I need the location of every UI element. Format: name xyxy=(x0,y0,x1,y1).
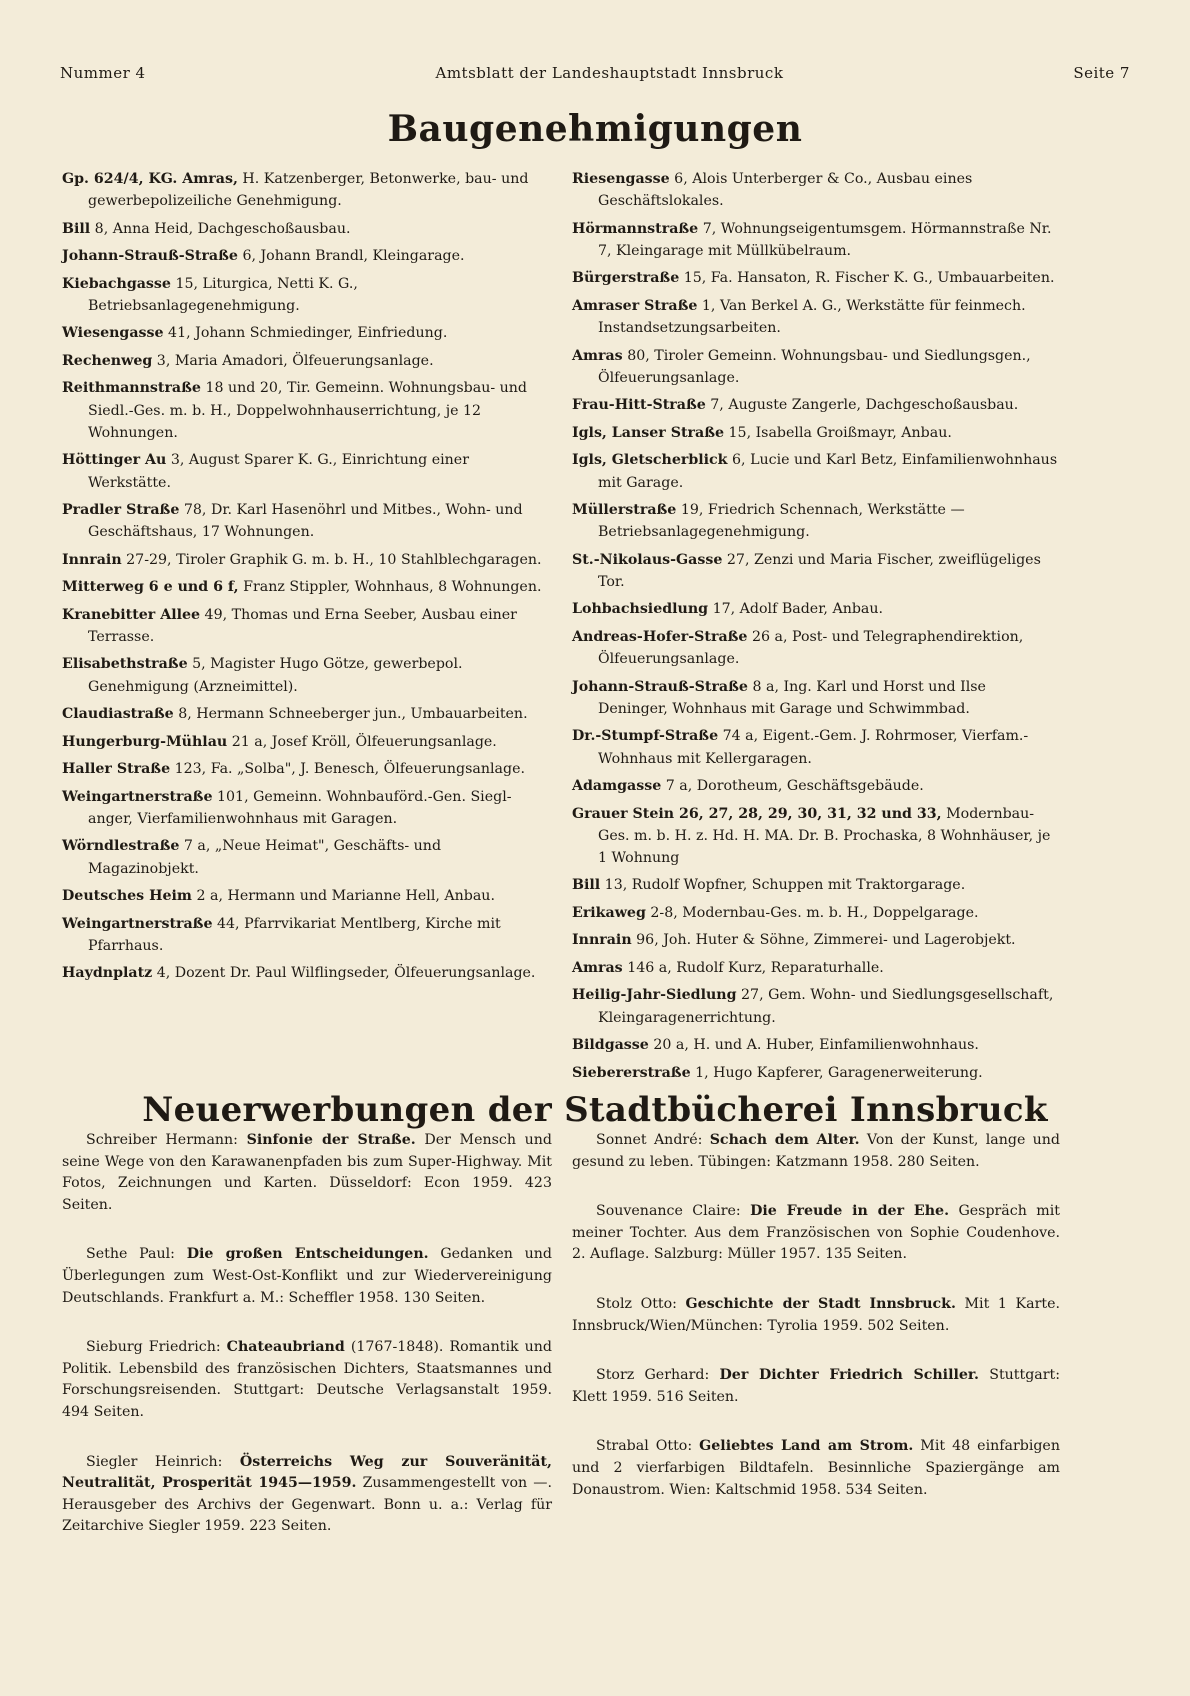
permit-details: 2 a, Hermann und Marianne Hell, Anbau. xyxy=(191,888,495,905)
section-title-library-acquisitions: Neuerwerbungen der Stadtbücherei Innsbruck xyxy=(142,1090,1048,1130)
book-title: Schach dem Alter. xyxy=(709,1132,860,1148)
permit-entry xyxy=(62,758,552,780)
permit-address: Erikaweg xyxy=(572,904,646,921)
book-author: Sethe Paul: xyxy=(86,1246,187,1263)
permit-details: 8, Hermann Schneeberger jun., Umbauarbeiten. xyxy=(173,706,528,723)
permit-entry xyxy=(62,653,552,697)
permit-details: 7 a, Dorotheum, Geschäftsgebäude. xyxy=(661,778,924,795)
permit-details: 123, Fa. „Solba", J. Benesch, Ölfeuerungsanlage. xyxy=(170,761,525,778)
permit-details: 8, Anna Heid, Dachgeschoßausbau. xyxy=(90,220,351,237)
permit-entry xyxy=(62,245,552,267)
permit-entry xyxy=(572,725,1060,769)
book-title: Sinfonie der Straße. xyxy=(246,1132,416,1148)
permit-entry xyxy=(62,322,552,344)
permit-address: Hungerburg-Mühlau xyxy=(62,733,228,750)
book-entry xyxy=(62,1244,552,1309)
permit-address: Innrain xyxy=(62,551,122,568)
permit-details: 15, Liturgica, Netti K. G., Betriebsanlagegenehmigung. xyxy=(88,275,358,314)
permit-details: 3, August Sparer K. G., Einrichtung einer Werkstätte. xyxy=(88,452,469,491)
page-number: Seite 7 xyxy=(1073,64,1130,82)
permit-address: Weingartnerstraße xyxy=(62,915,213,932)
permit-details: Franz Stippler, Wohnhaus, 8 Wohnungen. xyxy=(238,579,542,596)
permit-entry xyxy=(62,449,552,493)
permit-address: Adamgasse xyxy=(572,778,662,795)
permit-details: 27-29, Tiroler Graphik G. m. b. H., 10 Stahlblechgaragen. xyxy=(121,551,542,568)
permit-entry xyxy=(572,218,1060,262)
permit-address: Johann-Strauß-Straße xyxy=(62,248,238,265)
book-author: Sonnet André: xyxy=(596,1132,710,1148)
book-description: Gedanken und Überlegungen zum West-Ost-Konflikt und zur Wiedervereinigung Deutschlands. Frankfurt a. M.: Scheffler 1958. 130 Seiten. xyxy=(62,1246,552,1306)
book-entry xyxy=(572,1201,1060,1266)
book-author: Souvenance Claire: xyxy=(596,1203,751,1220)
permit-entry xyxy=(572,345,1060,389)
permit-details: 27, Zenzi und Maria Fischer, zweiflügeliges Tor. xyxy=(598,551,1041,590)
book-entry xyxy=(62,1452,552,1538)
permit-details: 3, Maria Amadori, Ölfeuerungsanlage. xyxy=(152,352,434,369)
permit-entry xyxy=(62,377,552,444)
book-author: Sieburg Friedrich: xyxy=(86,1339,227,1356)
book-entry xyxy=(62,1130,552,1216)
permit-details: Modernbau-Ges. m. b. H. z. Hd. H. MA. Dr. B. Prochaska, 8 Wohnhäuser, je 1 Wohnung xyxy=(598,805,1051,866)
permit-entry xyxy=(62,218,552,240)
permit-entry xyxy=(572,295,1060,339)
book-title: Die großen Entscheidungen. xyxy=(186,1246,429,1263)
permit-address: Kiebachgasse xyxy=(62,275,171,292)
permit-address: Amras xyxy=(572,347,623,364)
book-title: Der Dichter Friedrich Schiller. xyxy=(719,1367,979,1384)
permit-address: Deutsches Heim xyxy=(62,888,192,905)
permit-entry xyxy=(572,499,1060,543)
permit-address: Reithmannstraße xyxy=(62,380,201,397)
permit-details: 7, Wohnungseigentumsgem. Hörmannstraße Nr. 7, Kleingarage mit Müllkübelraum. xyxy=(598,220,1052,259)
book-description: Gespräch mit meiner Tochter. Aus dem Französischen von Sophie Coudenhove. 2. Auflage. Salzburg: Müller 1957. 135 Seiten. xyxy=(572,1203,1060,1263)
permit-entry xyxy=(62,786,552,830)
permit-address: Johann-Strauß-Straße xyxy=(572,678,748,695)
permit-entry xyxy=(572,902,1060,924)
permit-address: Lohbachsiedlung xyxy=(572,601,709,618)
permit-details: 44, Pfarrvikariat Mentlberg, Kirche mit Pfarrhaus. xyxy=(88,915,501,954)
permit-details: 8 a, Ing. Karl und Horst und Ilse Deninger, Wohnhaus mit Garage und Schwimmbad. xyxy=(598,678,986,717)
permit-details: 27, Gem. Wohn- und Siedlungsgesellschaft, Kleingaragenerrichtung. xyxy=(598,987,1054,1026)
permit-address: Bill xyxy=(572,877,601,894)
permit-address: Igls, Gletscherblick xyxy=(572,452,728,469)
permit-address: Grauer Stein 26, 27, 28, 29, 30, 31, 32 und 33, xyxy=(572,805,942,822)
permit-address: Haller Straße xyxy=(62,761,171,778)
book-description: Mit 1 Karte. Innsbruck/Wien/München: Tyrolia 1959. 502 Seiten. xyxy=(572,1295,1060,1334)
permit-entry xyxy=(62,168,552,212)
permit-entry xyxy=(572,929,1060,951)
book-author: Stolz Otto: xyxy=(596,1295,686,1312)
permit-details: 7, Auguste Zangerle, Dachgeschoßausbau. xyxy=(705,397,1019,414)
book-author: Storz Gerhard: xyxy=(596,1367,720,1384)
permit-entry xyxy=(62,885,552,907)
book-title: Geliebtes Land am Strom. xyxy=(699,1438,914,1455)
permit-entry xyxy=(572,449,1060,493)
permit-address: Wiesengasse xyxy=(62,325,164,342)
books-column-left xyxy=(62,1130,552,1566)
permit-details: 80, Tiroler Gemeinn. Wohnungsbau- und Siedlungsgen., Ölfeuerungsanlage. xyxy=(598,347,1031,386)
permit-entry xyxy=(572,626,1060,670)
book-description: (1767-1848). Romantik und Politik. Lebensbild des französischen Dichters, Staatsmannes und Forschungsreisenden. Stuttgart: Deutsche Verlagsanstalt 1959. 494 Seiten. xyxy=(62,1339,552,1420)
books-column-right xyxy=(572,1130,1060,1529)
permit-details: 21 a, Josef Kröll, Ölfeuerungsanlage. xyxy=(227,733,497,750)
permit-entry xyxy=(62,576,552,598)
book-entry xyxy=(572,1294,1060,1337)
permit-address: Mitterweg 6 e und 6 f, xyxy=(62,579,239,596)
permit-details: 74 a, Eigent.-Gem. J. Rohrmoser, Vierfam.-Wohnhaus mit Kellergaragen. xyxy=(598,728,1029,767)
permit-address: Dr.-Stumpf-Straße xyxy=(572,728,719,745)
permit-details: 18 und 20, Tir. Gemeinn. Wohnungsbau- und Siedl.-Ges. m. b. H., Doppelwohnhauserrichtung, je 12 Wohnungen. xyxy=(88,380,528,441)
permit-entry xyxy=(62,350,552,372)
permit-details: 15, Fa. Hansaton, R. Fischer K. G., Umbauarbeiten. xyxy=(679,270,1055,287)
book-title: Die Freude in der Ehe. xyxy=(750,1203,950,1220)
book-description: Zusammengestellt von —. Herausgeber des Archivs der Gegenwart. Bonn u. a.: Verlag für Zeitarchive Siegler 1959. 223 Seiten. xyxy=(62,1475,552,1535)
permit-details: 5, Magister Hugo Götze, gewerbepol. Genehmigung (Arzneimittel). xyxy=(88,656,463,695)
section-title-building-permits: Baugenehmigungen xyxy=(387,108,803,150)
permit-details: 6, Lucie und Karl Betz, Einfamilienwohnhaus mit Garage. xyxy=(598,452,1058,491)
permit-address: Riesengasse xyxy=(572,171,670,187)
permit-address: Claudiastraße xyxy=(62,706,174,723)
permit-entry xyxy=(572,598,1060,620)
book-description: Mit 48 einfarbigen und 2 vierfarbigen Bildtafeln. Besinnliche Spaziergänge am Donaustrom. Wien: Kaltschmid 1958. 534 Seiten. xyxy=(572,1438,1060,1498)
permits-column-right xyxy=(572,168,1060,1089)
permit-address: Hörmannstraße xyxy=(572,220,699,237)
permit-details: 6, Johann Brandl, Kleingarage. xyxy=(237,248,465,265)
permit-entry xyxy=(572,394,1060,416)
permit-entry xyxy=(572,775,1060,797)
book-entry xyxy=(572,1130,1060,1173)
book-entry xyxy=(62,1337,552,1423)
permit-address: Bildgasse xyxy=(572,1037,649,1054)
book-description: Von der Kunst, lange und gesund zu leben. Tübingen: Katzmann 1958. 280 Seiten. xyxy=(572,1132,1061,1170)
permit-address: Frau-Hitt-Straße xyxy=(572,397,706,414)
book-author: Schreiber Hermann: xyxy=(86,1132,247,1148)
permit-details: 19, Friedrich Schennach, Werkstätte — Betriebsanlagegenehmigung. xyxy=(598,502,965,541)
book-author: Strabal Otto: xyxy=(596,1438,700,1455)
book-description: Stuttgart: Klett 1959. 516 Seiten. xyxy=(572,1367,1060,1405)
book-title: Österreichs Weg zur Souveränität, Neutralität, Prosperität 1945—1959. xyxy=(62,1453,552,1492)
permit-address: Innrain xyxy=(572,932,632,949)
permit-address: Andreas-Hofer-Straße xyxy=(572,628,748,645)
permit-entry xyxy=(572,422,1060,444)
permit-address: Igls, Lanser Straße xyxy=(572,424,724,441)
permit-address: Heilig-Jahr-Siedlung xyxy=(572,987,737,1004)
permit-entry xyxy=(572,957,1060,979)
permit-address: Kranebitter Allee xyxy=(62,606,201,623)
permit-details: 15, Isabella Groißmayr, Anbau. xyxy=(724,424,952,441)
permit-details: 20 a, H. und A. Huber, Einfamilienwohnhaus. xyxy=(648,1037,979,1054)
permit-address: Siebererstraße xyxy=(572,1064,691,1081)
permit-details: 41, Johann Schmiedinger, Einfriedung. xyxy=(163,325,448,342)
permit-address: Haydnplatz xyxy=(62,965,153,982)
permit-address: Amras xyxy=(572,959,623,976)
permit-details: 13, Rudolf Wopfner, Schuppen mit Traktorgarage. xyxy=(600,877,966,894)
permit-address: Rechenweg xyxy=(62,352,153,369)
permit-address: Gp. 624/4, KG. Amras, xyxy=(62,171,238,187)
permit-entry xyxy=(572,803,1060,870)
permit-details: 2-8, Modernbau-Ges. m. b. H., Doppelgarage. xyxy=(645,904,979,921)
permit-details: 7 a, „Neue Heimat", Geschäfts- und Magazinobjekt. xyxy=(88,838,442,877)
permits-column-left xyxy=(62,168,552,990)
book-entry xyxy=(572,1365,1060,1408)
permit-address: Elisabethstraße xyxy=(62,656,188,673)
issue-number: Nummer 4 xyxy=(60,64,146,82)
permit-address: Wörndlestraße xyxy=(62,838,180,855)
permit-entry xyxy=(572,676,1060,720)
permit-address: Müllerstraße xyxy=(572,502,677,519)
permit-details: H. Katzenberger, Betonwerke, bau- und gewerbepolizeiliche Genehmigung. xyxy=(88,171,529,210)
permit-details: 146 a, Rudolf Kurz, Reparaturhalle. xyxy=(622,959,884,976)
permit-entry xyxy=(62,731,552,753)
permit-address: Weingartnerstraße xyxy=(62,788,213,805)
permit-entry xyxy=(572,1062,1060,1084)
permit-details: 101, Gemeinn. Wohnbauförd.-Gen. Siegl-anger, Vierfamilienwohnhaus mit Garagen. xyxy=(88,788,512,827)
permit-entry xyxy=(572,168,1060,212)
permit-address: Bill xyxy=(62,220,91,237)
permit-address: St.-Nikolaus-Gasse xyxy=(572,551,723,568)
permit-details: 1, Van Berkel A. G., Werkstätte für feinmech. Instandsetzungsarbeiten. xyxy=(598,297,1026,337)
book-author: Siegler Heinrich: xyxy=(86,1453,240,1470)
permit-entry xyxy=(572,984,1060,1028)
permit-address: Amraser Straße xyxy=(572,297,698,314)
permit-details: 4, Dozent Dr. Paul Wilflingseder, Ölfeuerungsanlage. xyxy=(152,965,536,982)
permit-details: 96, Joh. Huter & Söhne, Zimmerei- und Lagerobjekt. xyxy=(631,932,1016,949)
permit-entry xyxy=(62,703,552,725)
book-title: Geschichte der Stadt Innsbruck. xyxy=(685,1295,956,1312)
book-entry xyxy=(572,1436,1060,1501)
permit-entry xyxy=(572,549,1060,593)
publication-title: Amtsblatt der Landeshauptstadt Innsbruck xyxy=(435,64,784,82)
page-header xyxy=(60,64,1130,82)
permit-entry xyxy=(62,273,552,317)
permit-address: Bürgerstraße xyxy=(572,270,680,287)
permit-details: 1, Hugo Kapferer, Garagenerweiterung. xyxy=(690,1064,983,1081)
book-title: Chateaubriand xyxy=(226,1339,345,1356)
permit-details: 17, Adolf Bader, Anbau. xyxy=(708,601,884,618)
permit-entry xyxy=(62,549,552,571)
permit-address: Pradler Straße xyxy=(62,502,180,519)
permit-entry xyxy=(62,835,552,879)
permit-entry xyxy=(62,604,552,648)
permit-entry xyxy=(62,962,552,984)
permit-entry xyxy=(572,267,1060,289)
permit-entry xyxy=(62,913,552,957)
permit-details: 78, Dr. Karl Hasenöhrl und Mitbes., Wohn- und Geschäftshaus, 17 Wohnungen. xyxy=(88,502,523,541)
permit-entry xyxy=(572,874,1060,896)
permit-details: 6, Alois Unterberger & Co., Ausbau eines Geschäftslokales. xyxy=(598,171,973,210)
permit-entry xyxy=(572,1034,1060,1056)
permit-details: 26 a, Post- und Telegraphendirektion, Ölfeuerungsanlage. xyxy=(598,628,1024,668)
book-description: Der Mensch und seine Wege von den Karawanenpfaden bis zum Super-Highway. Mit Fotos, Zeichnungen und Karten. Düsseldorf: Econ 1959. 423 Seiten. xyxy=(62,1132,552,1213)
permit-details: 49, Thomas und Erna Seeber, Ausbau einer Terrasse. xyxy=(88,606,517,645)
permit-entry xyxy=(62,499,552,543)
permit-address: Höttinger Au xyxy=(62,452,167,469)
